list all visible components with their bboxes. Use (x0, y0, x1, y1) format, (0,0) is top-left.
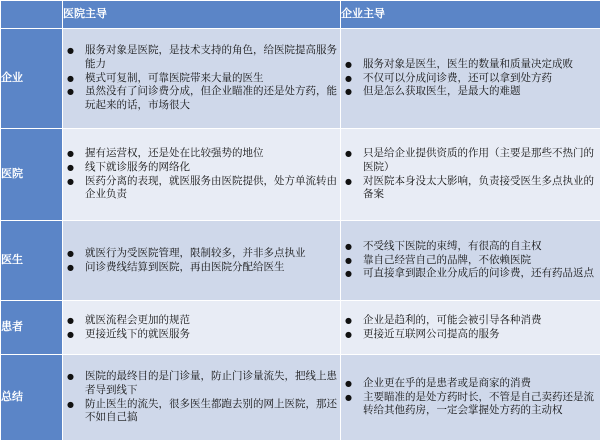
bullet-list (341, 314, 600, 341)
bullet-item: ● 握有运营权，还是处在比较强势的地位 (63, 147, 340, 161)
bullet-item: ● 企业是趋利的，可能会被引导各种消费 (341, 314, 600, 328)
cell-doctor-enterprise-led (341, 221, 600, 301)
bullet-item: ● 医药分离的表现，就医服务由医院提供，处方单流转由企业负责 (63, 175, 340, 202)
bullet-item: ● 更接近互联网公司提高的服务 (341, 328, 600, 342)
row-header-summary: 总结 (1, 355, 63, 441)
bullet-item: ● 更接近线下的就医服务 (63, 328, 340, 342)
bullet-item: ● 防止医生的流失，很多医生都跑去别的网上医院，那还不如自己搞 (63, 398, 340, 425)
cell-hospital-enterprise-led (341, 129, 600, 221)
cell-doctor-hospital-led (63, 221, 341, 301)
bullet-list (341, 58, 600, 99)
bullet-list (63, 147, 340, 202)
bullet-item: ● 靠自己经营自己的品牌，不依赖医院 (341, 254, 600, 268)
cell-summary-enterprise-led (341, 355, 600, 441)
bullet-item: ● 不受线下医院的束缚，有很高的自主权 (341, 240, 600, 254)
row-summary (1, 355, 600, 441)
cell-enterprise-enterprise-led (341, 29, 600, 129)
cell-enterprise-hospital-led (63, 29, 341, 129)
row-header-hospital: 医院 (1, 129, 63, 221)
bullet-list (63, 247, 340, 274)
cell-patient-enterprise-led (341, 301, 600, 355)
row-header-enterprise: 企业 (1, 29, 63, 129)
corner-cell (1, 1, 63, 29)
bullet-item: ● 线下就诊服务的网络化 (63, 161, 340, 175)
column-header-hospital-led: 医院主导 (63, 1, 341, 29)
bullet-item: ● 就医行为受医院管理，限制较多，并非多点执业 (63, 247, 340, 261)
bullet-item: ● 问诊费线结算到医院，再由医院分配给医生 (63, 261, 340, 275)
row-header-doctor: 医生 (1, 221, 63, 301)
bullet-item: ● 可直接拿到跟企业分成后的问诊费，还有药品返点 (341, 267, 600, 281)
bullet-list (63, 44, 340, 112)
row-enterprise (1, 29, 600, 129)
bullet-list (63, 314, 340, 341)
bullet-list (341, 147, 600, 202)
row-doctor (1, 221, 600, 301)
bullet-list (63, 370, 340, 425)
bullet-item: ● 虽然没有了问诊费分成，但企业瞄准的还是处方药，能玩起来的话，市场很大 (63, 85, 340, 112)
bullet-item: ● 就医流程会更加的规范 (63, 314, 340, 328)
cell-patient-hospital-led (63, 301, 341, 355)
bullet-item: ● 主要瞄准的是处方药时长，不管是自己卖药还是流转给其他药房，一定会掌握处方药的主动权 (341, 391, 600, 418)
bullet-item: ● 医院的最终目的是门诊量，防止门诊量流失，把线上患者导到线下 (63, 370, 340, 397)
cell-summary-hospital-led (63, 355, 341, 441)
bullet-item: ● 只是给企业提供资质的作用（主要是那些不热门的医院） (341, 147, 600, 174)
row-header-patient: 患者 (1, 301, 63, 355)
bullet-item: ● 模式可复制，可靠医院带来大量的医生 (63, 72, 340, 86)
cell-hospital-hospital-led (63, 129, 341, 221)
bullet-item: ● 不仅可以分成问诊费，还可以拿到处方药 (341, 72, 600, 86)
header-row (1, 1, 600, 29)
bullet-list (341, 240, 600, 281)
bullet-list (341, 377, 600, 418)
bullet-item: ● 对医院本身没太大影响，负责接受医生多点执业的备案 (341, 175, 600, 202)
column-header-enterprise-led: 企业主导 (341, 1, 600, 29)
bullet-item: ● 但是怎么获取医生，是最大的难题 (341, 85, 600, 99)
row-hospital (1, 129, 600, 221)
bullet-item: ● 服务对象是医生，医生的数量和质量决定成败 (341, 58, 600, 72)
bullet-item: ● 服务对象是医院，是技术支持的角色，给医院提高服务能力 (63, 44, 340, 71)
row-patient (1, 301, 600, 355)
bullet-item: ● 企业更在乎的是患者或是商家的消费 (341, 377, 600, 391)
